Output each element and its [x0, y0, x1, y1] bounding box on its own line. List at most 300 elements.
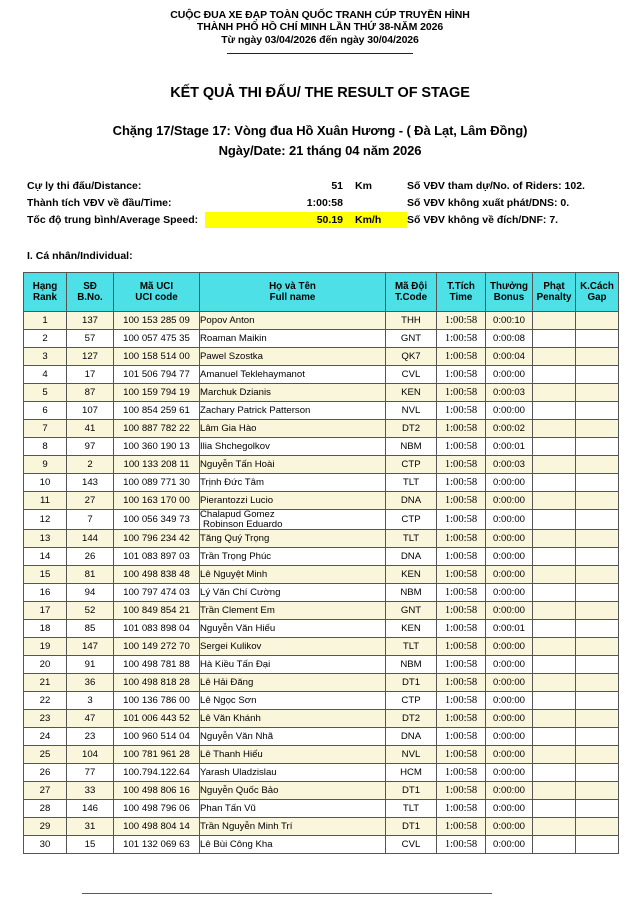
cell-uci: 100 159 794 19	[114, 384, 200, 402]
cell-bonus: 0:00:00	[486, 366, 533, 384]
masthead-line-2: THÀNH PHỐ HỒ CHÍ MINH LẦN THỨ 38-NĂM 2026	[196, 21, 444, 34]
cell-penalty	[533, 492, 576, 510]
table-row[interactable]	[24, 764, 619, 782]
cell-bonus: 0:00:00	[486, 692, 533, 710]
masthead-divider	[227, 53, 413, 54]
cell-team: DT2	[386, 420, 437, 438]
cell-rank: 17	[24, 602, 67, 620]
cell-penalty	[533, 420, 576, 438]
cell-bno: 81	[67, 566, 114, 584]
column-header-bonus[interactable]	[486, 273, 533, 312]
cell-bno: 104	[67, 746, 114, 764]
cell-penalty	[533, 330, 576, 348]
cell-bonus: 0:00:00	[486, 818, 533, 836]
cell-gap	[576, 348, 619, 366]
cell-bno: 26	[67, 548, 114, 566]
table-row[interactable]	[24, 492, 619, 510]
cell-name: Lê Bùi Công Kha	[200, 836, 386, 854]
cell-uci: 100 849 854 21	[114, 602, 200, 620]
cell-rank: 22	[24, 692, 67, 710]
cell-name: Popov Anton	[200, 312, 386, 330]
distance-label: Cự ly thi đấu/Distance:	[27, 180, 142, 193]
stage-title: Chặng 17/Stage 17: Vòng đua Hồ Xuân Hương - ( Đà Lạt, Lâm Đồng)	[112, 123, 528, 139]
cell-uci: 100 498 796 06	[114, 800, 200, 818]
cell-time: 1:00:58	[437, 782, 486, 800]
column-header-en: Bonus	[493, 292, 525, 304]
cell-name: Hà Kiều Tấn Đại	[200, 656, 386, 674]
cell-team: HCM	[386, 764, 437, 782]
cell-team: DNA	[386, 492, 437, 510]
cell-gap	[576, 548, 619, 566]
column-header-vi: Thưởng	[490, 280, 528, 292]
cell-gap	[576, 746, 619, 764]
summary-row-speed	[27, 214, 626, 231]
cell-penalty	[533, 510, 576, 530]
table-row[interactable]	[24, 836, 619, 854]
cell-bonus: 0:00:00	[486, 800, 533, 818]
cell-gap	[576, 420, 619, 438]
cell-time: 1:00:58	[437, 510, 486, 530]
cell-bonus: 0:00:00	[486, 782, 533, 800]
column-header-en: UCI code	[135, 292, 178, 304]
cell-bno: 147	[67, 638, 114, 656]
cell-gap	[576, 638, 619, 656]
cell-bonus: 0:00:00	[486, 728, 533, 746]
cell-team: TLT	[386, 530, 437, 548]
cell-uci: 100 158 514 00	[114, 348, 200, 366]
cell-team: NBM	[386, 438, 437, 456]
cell-bonus: 0:00:01	[486, 620, 533, 638]
cell-bonus: 0:00:00	[486, 584, 533, 602]
cell-rank: 7	[24, 420, 67, 438]
results-table-body	[24, 312, 619, 854]
cell-name: Nguyễn Tấn Hoài	[200, 456, 386, 474]
cell-team: CVL	[386, 366, 437, 384]
table-row[interactable]	[24, 438, 619, 456]
cell-name: Lê Ngọc Sơn	[200, 692, 386, 710]
results-table-head	[24, 273, 619, 312]
cell-time: 1:00:58	[437, 620, 486, 638]
table-row[interactable]	[24, 330, 619, 348]
cell-bonus: 0:00:02	[486, 420, 533, 438]
cell-uci: 100 498 804 14	[114, 818, 200, 836]
cell-name: Lê Văn Khánh	[200, 710, 386, 728]
cell-team: NBM	[386, 584, 437, 602]
cell-rank: 29	[24, 818, 67, 836]
cell-bno: 143	[67, 474, 114, 492]
cell-uci: 100 498 818 28	[114, 674, 200, 692]
cell-penalty	[533, 800, 576, 818]
cell-name: Amanuel Teklehaymanot	[200, 366, 386, 384]
table-row[interactable]	[24, 692, 619, 710]
cell-penalty	[533, 366, 576, 384]
cell-bno: 47	[67, 710, 114, 728]
cell-time: 1:00:58	[437, 348, 486, 366]
cell-bonus: 0:00:00	[486, 746, 533, 764]
cell-uci: 100 796 234 42	[114, 530, 200, 548]
cell-rank: 19	[24, 638, 67, 656]
cell-time: 1:00:58	[437, 800, 486, 818]
table-row[interactable]	[24, 746, 619, 764]
cell-uci: 100.794.122.64	[114, 764, 200, 782]
cell-name: Pierantozzi Lucio	[200, 492, 386, 510]
cell-uci: 100 960 514 04	[114, 728, 200, 746]
cell-gap	[576, 710, 619, 728]
cell-rank: 15	[24, 566, 67, 584]
cell-gap	[576, 656, 619, 674]
column-header-en: Penalty	[536, 292, 572, 304]
cell-team: DNA	[386, 728, 437, 746]
column-header-penalty[interactable]	[533, 273, 576, 312]
cell-penalty	[533, 530, 576, 548]
speed-value-box	[205, 212, 407, 228]
cell-rank: 10	[24, 474, 67, 492]
cell-name: Sergei Kulikov	[200, 638, 386, 656]
cell-gap	[576, 692, 619, 710]
speed-unit: Km/h	[355, 214, 382, 227]
cell-time: 1:00:58	[437, 402, 486, 420]
cell-time: 1:00:58	[437, 474, 486, 492]
cell-time: 1:00:58	[437, 492, 486, 510]
cell-rank: 9	[24, 456, 67, 474]
cell-uci: 100 089 771 30	[114, 474, 200, 492]
cell-gap	[576, 312, 619, 330]
cell-time: 1:00:58	[437, 602, 486, 620]
cell-penalty	[533, 474, 576, 492]
cell-name-line: Robinson Eduardo	[203, 518, 283, 530]
cell-rank: 2	[24, 330, 67, 348]
table-row[interactable]	[24, 818, 619, 836]
cell-uci: 100 498 806 16	[114, 782, 200, 800]
cell-gap	[576, 384, 619, 402]
cell-uci: 101 083 898 04	[114, 620, 200, 638]
cell-bno: 127	[67, 348, 114, 366]
cell-rank: 16	[24, 584, 67, 602]
cell-gap	[576, 620, 619, 638]
table-row[interactable]	[24, 620, 619, 638]
cell-time: 1:00:58	[437, 530, 486, 548]
column-header-en: Gap	[587, 292, 607, 304]
cell-penalty	[533, 764, 576, 782]
cell-bonus: 0:00:00	[486, 530, 533, 548]
cell-uci: 101 083 897 03	[114, 548, 200, 566]
cell-team: CTP	[386, 456, 437, 474]
cell-penalty	[533, 438, 576, 456]
cell-bno: 85	[67, 620, 114, 638]
masthead-line-3: Từ ngày 03/04/2026 đến ngày 30/04/2026	[221, 33, 419, 46]
cell-time: 1:00:58	[437, 692, 486, 710]
cell-gap	[576, 782, 619, 800]
cell-bno: 94	[67, 584, 114, 602]
cell-gap	[576, 330, 619, 348]
table-row[interactable]	[24, 728, 619, 746]
cell-bonus: 0:00:10	[486, 312, 533, 330]
cell-name: Yarash Uladzislau	[200, 764, 386, 782]
cell-bno: 41	[67, 420, 114, 438]
cell-bno: 2	[67, 456, 114, 474]
cell-penalty	[533, 384, 576, 402]
table-row[interactable]	[24, 530, 619, 548]
cell-rank: 27	[24, 782, 67, 800]
cell-bonus: 0:00:00	[486, 602, 533, 620]
column-header-vi: Phạt	[543, 280, 565, 292]
cell-rank: 28	[24, 800, 67, 818]
cell-bno: 23	[67, 728, 114, 746]
cell-gap	[576, 474, 619, 492]
cell-gap	[576, 438, 619, 456]
cell-penalty	[533, 638, 576, 656]
cell-bonus: 0:00:03	[486, 384, 533, 402]
table-row[interactable]	[24, 474, 619, 492]
cell-time: 1:00:58	[437, 656, 486, 674]
cell-penalty	[533, 782, 576, 800]
distance-value-box	[205, 178, 407, 194]
cell-rank: 23	[24, 710, 67, 728]
cell-team: DT2	[386, 710, 437, 728]
cell-time: 1:00:58	[437, 548, 486, 566]
cell-time: 1:00:58	[437, 330, 486, 348]
cell-name: Ilia Shchegolkov	[200, 438, 386, 456]
cell-team: GNT	[386, 602, 437, 620]
cell-time: 1:00:58	[437, 438, 486, 456]
time-value: 1:00:58	[306, 197, 343, 210]
cell-penalty	[533, 584, 576, 602]
cell-bno: 97	[67, 438, 114, 456]
time-label: Thành tích VĐV về đầu/Time:	[27, 197, 172, 210]
cell-gap	[576, 764, 619, 782]
cell-uci: 101 006 443 52	[114, 710, 200, 728]
column-header-name[interactable]	[200, 273, 386, 312]
cell-gap	[576, 402, 619, 420]
cell-rank: 12	[24, 510, 67, 530]
cell-time: 1:00:58	[437, 456, 486, 474]
table-row[interactable]	[24, 656, 619, 674]
cell-gap	[576, 510, 619, 530]
cell-name: Nguyễn Quốc Bảo	[200, 782, 386, 800]
table-row[interactable]	[24, 566, 619, 584]
cell-team: NVL	[386, 402, 437, 420]
table-row[interactable]	[24, 638, 619, 656]
cell-rank: 24	[24, 728, 67, 746]
speed-value: 50.19	[316, 214, 343, 227]
cell-time: 1:00:58	[437, 836, 486, 854]
table-row[interactable]	[24, 456, 619, 474]
column-header-uci[interactable]	[114, 273, 200, 312]
distance-value: 51	[331, 180, 343, 193]
dns-count: Số VĐV không xuất phát/DNS: 0.	[407, 197, 570, 210]
column-header-vi: Mã Đội	[394, 280, 428, 292]
cell-team: NVL	[386, 746, 437, 764]
distance-unit: Km	[355, 180, 372, 193]
cell-team: DT1	[386, 782, 437, 800]
results-header-row	[24, 273, 619, 312]
cell-bno: 3	[67, 692, 114, 710]
cell-bonus: 0:00:00	[486, 638, 533, 656]
column-header-en: B.No.	[77, 292, 103, 304]
summary-info	[0, 180, 640, 231]
cell-bno: 77	[67, 764, 114, 782]
table-row[interactable]	[24, 584, 619, 602]
column-header-gap[interactable]	[576, 273, 619, 312]
cell-name: Nguyễn Văn Hiếu	[200, 620, 386, 638]
cell-uci: 100 056 349 73	[114, 510, 200, 530]
table-row[interactable]	[24, 510, 619, 530]
cell-team: TLT	[386, 638, 437, 656]
cell-uci: 100 163 170 00	[114, 492, 200, 510]
table-row[interactable]	[24, 384, 619, 402]
cell-gap	[576, 566, 619, 584]
table-row[interactable]	[24, 674, 619, 692]
cell-time: 1:00:58	[437, 366, 486, 384]
results-table	[23, 272, 619, 854]
cell-uci: 100 498 781 88	[114, 656, 200, 674]
cell-team: QK7	[386, 348, 437, 366]
cell-uci: 100 149 272 70	[114, 638, 200, 656]
cell-gap	[576, 456, 619, 474]
cell-time: 1:00:58	[437, 638, 486, 656]
column-header-vi: Mã UCI	[139, 280, 174, 292]
cell-penalty	[533, 836, 576, 854]
cell-rank: 20	[24, 656, 67, 674]
cell-team: TLT	[386, 474, 437, 492]
cell-time: 1:00:58	[437, 728, 486, 746]
table-row[interactable]	[24, 348, 619, 366]
cell-uci: 100 781 961 28	[114, 746, 200, 764]
cell-bonus: 0:00:00	[486, 510, 533, 530]
cell-bonus: 0:00:00	[486, 474, 533, 492]
cell-name: Lâm Gia Hào	[200, 420, 386, 438]
column-header-en: Full name	[269, 292, 316, 304]
cell-uci: 100 133 208 11	[114, 456, 200, 474]
table-row[interactable]	[24, 782, 619, 800]
table-row[interactable]	[24, 800, 619, 818]
cell-rank: 13	[24, 530, 67, 548]
cell-penalty	[533, 402, 576, 420]
cell-name: Pawel Szostka	[200, 348, 386, 366]
column-header-en: T.Code	[394, 292, 428, 304]
cell-team: TLT	[386, 800, 437, 818]
cell-gap	[576, 836, 619, 854]
cell-bonus: 0:00:00	[486, 656, 533, 674]
dnf-count: Số VĐV không về đích/DNF: 7.	[407, 214, 559, 227]
cell-penalty	[533, 348, 576, 366]
cell-time: 1:00:58	[437, 818, 486, 836]
cell-bonus: 0:00:00	[486, 566, 533, 584]
cell-rank: 8	[24, 438, 67, 456]
cell-bno: 31	[67, 818, 114, 836]
cell-name: Lê Hải Đăng	[200, 674, 386, 692]
cell-team: DT1	[386, 674, 437, 692]
cell-gap	[576, 602, 619, 620]
cell-time: 1:00:58	[437, 746, 486, 764]
cell-gap	[576, 818, 619, 836]
column-header-rank[interactable]	[24, 273, 67, 312]
cell-time: 1:00:58	[437, 710, 486, 728]
column-header-vi: T.Tích	[447, 280, 475, 292]
cell-rank: 18	[24, 620, 67, 638]
cell-time: 1:00:58	[437, 312, 486, 330]
table-row[interactable]	[24, 312, 619, 330]
cell-uci: 100 854 259 61	[114, 402, 200, 420]
cell-team: DNA	[386, 548, 437, 566]
cell-team: CTP	[386, 510, 437, 530]
cell-bno: 91	[67, 656, 114, 674]
cell-team: THH	[386, 312, 437, 330]
cell-penalty	[533, 620, 576, 638]
cell-team: KEN	[386, 384, 437, 402]
cell-bonus: 0:00:00	[486, 674, 533, 692]
cell-penalty	[533, 746, 576, 764]
cell-penalty	[533, 692, 576, 710]
cell-name: Marchuk Dzianis	[200, 384, 386, 402]
cell-name: Trịnh Đức Tâm	[200, 474, 386, 492]
cell-gap	[576, 530, 619, 548]
cell-name: Trần Trọng Phúc	[200, 548, 386, 566]
cell-team: CTP	[386, 692, 437, 710]
cell-name	[200, 510, 386, 530]
cell-gap	[576, 366, 619, 384]
footer-divider	[82, 893, 492, 894]
table-row[interactable]	[24, 602, 619, 620]
cell-penalty	[533, 710, 576, 728]
cell-bonus: 0:00:00	[486, 764, 533, 782]
cell-penalty	[533, 312, 576, 330]
table-row[interactable]	[24, 420, 619, 438]
cell-rank: 4	[24, 366, 67, 384]
stage-date: Ngày/Date: 21 tháng 04 năm 2026	[218, 143, 422, 159]
cell-bno: 107	[67, 402, 114, 420]
cell-bonus: 0:00:00	[486, 836, 533, 854]
table-row[interactable]	[24, 366, 619, 384]
cell-team: NBM	[386, 656, 437, 674]
cell-bno: 17	[67, 366, 114, 384]
cell-name: Phan Tấn Vũ	[200, 800, 386, 818]
cell-rank: 3	[24, 348, 67, 366]
time-value-box	[205, 195, 407, 211]
cell-time: 1:00:58	[437, 764, 486, 782]
cell-uci: 101 132 069 63	[114, 836, 200, 854]
cell-bno: 137	[67, 312, 114, 330]
column-header-bno[interactable]	[67, 273, 114, 312]
cell-rank: 25	[24, 746, 67, 764]
cell-bonus: 0:00:00	[486, 492, 533, 510]
cell-rank: 11	[24, 492, 67, 510]
table-row[interactable]	[24, 548, 619, 566]
cell-bno: 57	[67, 330, 114, 348]
cell-bno: 15	[67, 836, 114, 854]
table-row[interactable]	[24, 710, 619, 728]
column-header-en: Time	[449, 292, 473, 304]
cell-team: KEN	[386, 566, 437, 584]
column-header-time[interactable]	[437, 273, 486, 312]
cell-gap	[576, 728, 619, 746]
masthead-line-1: CUỘC ĐUA XE ĐẠP TOÀN QUỐC TRANH CÚP TRUYỀN HÌNH	[170, 9, 470, 21]
table-row[interactable]	[24, 402, 619, 420]
cell-bonus: 0:00:00	[486, 710, 533, 728]
cell-rank: 6	[24, 402, 67, 420]
cell-name: Lê Nguyệt Minh	[200, 566, 386, 584]
column-header-team[interactable]	[386, 273, 437, 312]
cell-penalty	[533, 818, 576, 836]
cell-bonus: 0:00:08	[486, 330, 533, 348]
cell-rank: 1	[24, 312, 67, 330]
column-header-vi: SĐ	[83, 280, 97, 292]
cell-name: Nguyễn Văn Nhã	[200, 728, 386, 746]
cell-uci: 101 506 794 77	[114, 366, 200, 384]
cell-name: Lý Văn Chí Cường	[200, 584, 386, 602]
cell-time: 1:00:58	[437, 674, 486, 692]
cell-penalty	[533, 728, 576, 746]
